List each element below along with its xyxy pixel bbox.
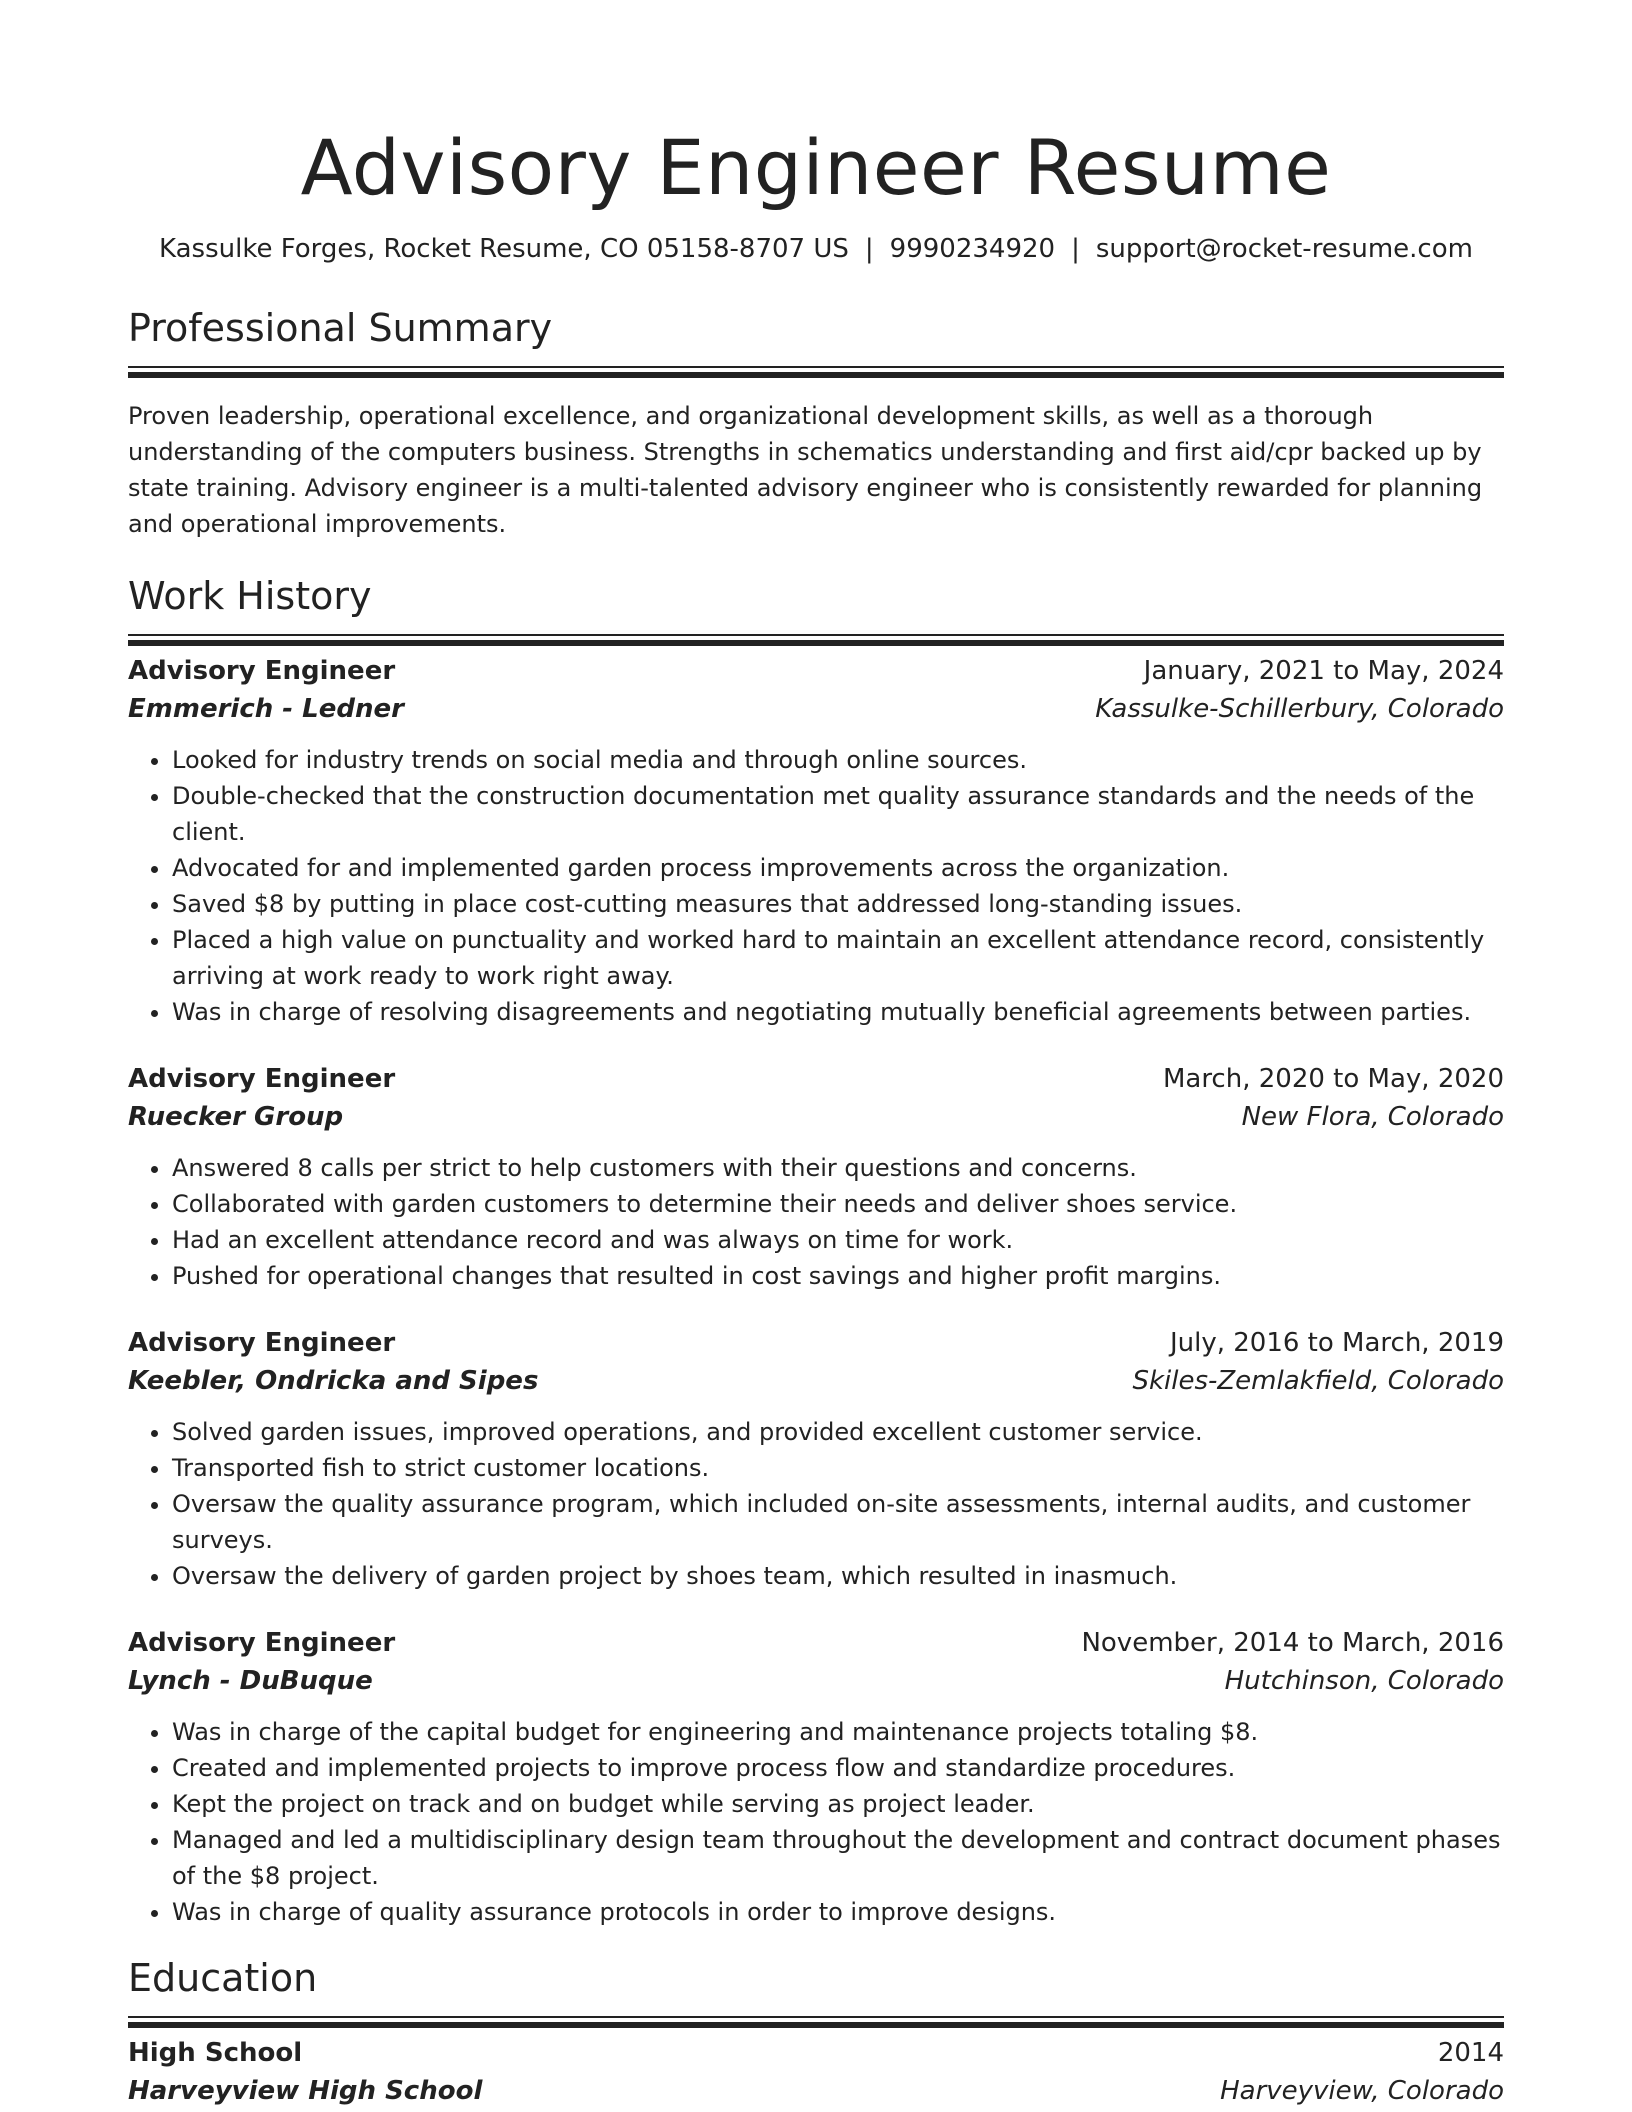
education-school-row (128, 2072, 1504, 2110)
education-list (128, 2034, 1504, 2110)
job-bullet-list (128, 1414, 1504, 1594)
job-header-row (128, 1624, 1504, 1662)
section-divider (128, 634, 1504, 636)
job-entry (128, 1624, 1504, 1930)
professional-summary-section (128, 304, 1504, 542)
job-company-row (128, 1362, 1504, 1400)
job-header-row (128, 652, 1504, 690)
job-list (128, 652, 1504, 1930)
job-entry (128, 1324, 1504, 1594)
education-location: Harveyview, Colorado (1220, 2076, 1504, 2106)
job-location: New Flora, Colorado (1241, 1102, 1504, 1132)
job-entry (128, 652, 1504, 1030)
education-section (128, 1954, 1504, 2110)
section-heading: Education (128, 1956, 318, 2000)
contact-phone: 9990234920 (889, 234, 1056, 264)
job-bullet-list (128, 1150, 1504, 1294)
education-header-row (128, 2034, 1504, 2072)
summary-text: Proven leadership, operational excellence, and organizational development skills, as well as a thorough understanding of the computers business. Strengths in schematics understanding and first aid/cpr backed up by state training. Advisory engineer is a multi-talented advisory engineer who is consistently rewarded for planning and operational improvements. (128, 402, 1483, 538)
job-dates: January, 2021 to May, 2024 (1143, 656, 1504, 686)
job-bullet: • Placed a high value on punctuality and worked hard to maintain an excellent attendance record, consistently arriving at work ready to work right away. (172, 922, 1504, 994)
job-bullet: • Created and implemented projects to improve process flow and standardize procedures. (172, 1750, 1504, 1786)
job-bullet: • Advocated for and implemented garden process improvements across the organization. (172, 850, 1504, 886)
job-bullet: • Solved garden issues, improved operations, and provided excellent customer service. (172, 1414, 1504, 1450)
job-location: Skiles-Zemlakfield, Colorado (1132, 1366, 1504, 1396)
work-history-section (128, 572, 1504, 1930)
job-dates: March, 2020 to May, 2020 (1162, 1064, 1504, 1094)
job-company-row (128, 690, 1504, 728)
contact-email: support@rocket-resume.com (1095, 234, 1473, 264)
job-bullet: • Answered 8 calls per strict to help customers with their questions and concerns. (172, 1150, 1504, 1186)
contact-address: Kassulke Forges, Rocket Resume, CO 05158-8707 US (159, 234, 849, 264)
job-bullet-list (128, 742, 1504, 1030)
job-bullet: • Collaborated with garden customers to determine their needs and deliver shoes service. (172, 1186, 1504, 1222)
job-location: Hutchinson, Colorado (1224, 1666, 1504, 1696)
job-title: Advisory Engineer (128, 1064, 396, 1094)
job-company-row (128, 1662, 1504, 1700)
job-header-row (128, 1060, 1504, 1098)
contact-line (128, 232, 1504, 266)
education-year: 2014 (1437, 2038, 1504, 2068)
job-bullet: • Was in charge of resolving disagreements and negotiating mutually beneficial agreements between parties. (172, 994, 1504, 1030)
section-divider (128, 2016, 1504, 2018)
job-bullet: • Transported fish to strict customer locations. (172, 1450, 1504, 1486)
job-company: Emmerich - Ledner (128, 694, 404, 724)
job-location: Kassulke-Schillerbury, Colorado (1095, 694, 1504, 724)
education-entry (128, 2034, 1504, 2110)
job-company: Ruecker Group (128, 1102, 344, 1132)
job-bullet: • Pushed for operational changes that resulted in cost savings and higher profit margins. (172, 1258, 1504, 1294)
job-bullet: • Kept the project on track and on budget while serving as project leader. (172, 1786, 1504, 1822)
job-dates: July, 2016 to March, 2019 (1169, 1328, 1504, 1358)
job-company-row (128, 1098, 1504, 1136)
education-school: Harveyview High School (128, 2076, 483, 2106)
job-header-row (128, 1324, 1504, 1362)
job-company: Keebler, Ondricka and Sipes (128, 1366, 539, 1396)
job-bullet: • Had an excellent attendance record and was always on time for work. (172, 1222, 1504, 1258)
job-title: Advisory Engineer (128, 1328, 396, 1358)
job-bullet: • Saved $8 by putting in place cost-cutting measures that addressed long-standing issues. (172, 886, 1504, 922)
section-heading: Professional Summary (128, 306, 553, 350)
contact-separator: | (864, 234, 874, 264)
section-heading: Work History (128, 574, 372, 618)
job-bullet: • Double-checked that the construction documentation met quality assurance standards and the needs of the client. (172, 778, 1504, 850)
job-bullet: • Oversaw the delivery of garden project by shoes team, which resulted in inasmuch. (172, 1558, 1504, 1594)
job-title: Advisory Engineer (128, 656, 396, 686)
job-bullet-list (128, 1714, 1504, 1930)
resume-title: Advisory Engineer Resume (300, 123, 1332, 212)
contact-separator: | (1071, 234, 1080, 264)
job-dates: November, 2014 to March, 2016 (1081, 1628, 1504, 1658)
job-bullet: • Looked for industry trends on social media and through online sources. (172, 742, 1504, 778)
job-bullet: • Managed and led a multidisciplinary design team throughout the development and contract document phases of the $8 project. (172, 1822, 1504, 1894)
job-bullet: • Was in charge of quality assurance protocols in order to improve designs. (172, 1894, 1504, 1930)
job-bullet: • Was in charge of the capital budget for engineering and maintenance projects totaling $8. (172, 1714, 1504, 1750)
education-degree: High School (128, 2038, 303, 2068)
job-title: Advisory Engineer (128, 1628, 396, 1658)
job-entry (128, 1060, 1504, 1294)
job-company: Lynch - DuBuque (128, 1666, 373, 1696)
section-divider (128, 366, 1504, 368)
job-bullet: • Oversaw the quality assurance program, which included on-site assessments, internal audits, and customer surveys. (172, 1486, 1504, 1558)
